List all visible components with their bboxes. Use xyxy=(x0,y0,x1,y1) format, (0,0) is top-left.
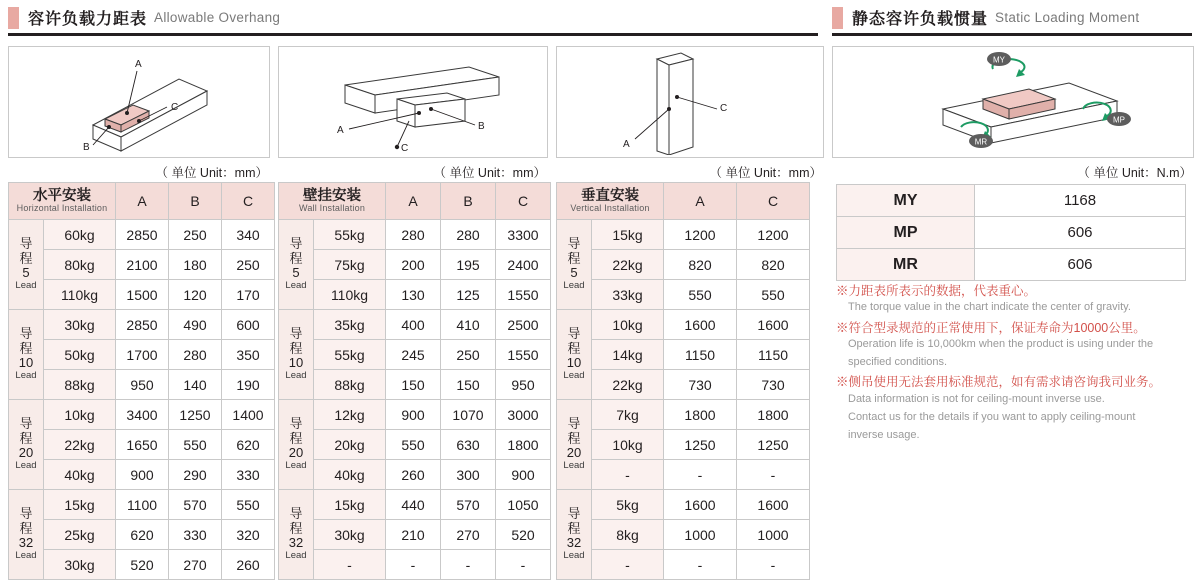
value-cell: 130 xyxy=(386,280,441,310)
section-title-en: Static Loading Moment xyxy=(995,10,1140,25)
value-cell: 250 xyxy=(222,250,275,280)
load-weight-cell: 30kg xyxy=(314,520,386,550)
value-cell: 520 xyxy=(116,550,169,580)
table-row xyxy=(557,340,810,370)
moment-value: 1168 xyxy=(975,185,1186,217)
value-cell: 250 xyxy=(169,220,222,250)
lead-group-label: 导 程 20 Lead xyxy=(557,400,592,490)
value-cell: 1600 xyxy=(664,310,737,340)
table-row xyxy=(279,520,551,550)
note-en: Operation life is 10,000km when the product is using under the xyxy=(848,337,1154,350)
table-row xyxy=(9,550,275,580)
value-cell: 1000 xyxy=(664,520,737,550)
value-cell: 2500 xyxy=(496,310,551,340)
svg-text:C: C xyxy=(171,102,179,113)
unit-label-2: （ 单位 Unit：mm） xyxy=(433,166,546,180)
load-weight-cell: 10kg xyxy=(592,430,664,460)
section-title-cn: 容许负载力距表 xyxy=(28,11,148,28)
load-weight-cell: 15kg xyxy=(314,490,386,520)
load-weight-cell: 40kg xyxy=(314,460,386,490)
load-weight-cell: 75kg xyxy=(314,250,386,280)
value-cell: 2850 xyxy=(116,310,169,340)
column-header-b: B xyxy=(169,183,222,220)
notes-block xyxy=(836,282,1196,447)
value-cell: - xyxy=(737,550,810,580)
accent-bar-icon xyxy=(8,7,19,29)
value-cell: 550 xyxy=(169,430,222,460)
value-cell: - xyxy=(496,550,551,580)
table-header-row xyxy=(557,183,810,220)
lead-group-label: 导 程 5 Lead xyxy=(9,220,44,310)
load-weight-cell: 80kg xyxy=(44,250,116,280)
value-cell: - xyxy=(664,460,737,490)
table-row xyxy=(557,520,810,550)
table-row xyxy=(279,340,551,370)
value-cell: - xyxy=(441,550,496,580)
value-cell: 1150 xyxy=(737,340,810,370)
note-cn: ※侧吊使用无法套用标准规范，如有需求请咨询我司业务。 xyxy=(836,375,1162,390)
moment-row xyxy=(837,217,1186,249)
value-cell: 490 xyxy=(169,310,222,340)
note-cn: ※力距表所表示的数据，代表重心。 xyxy=(836,284,1037,298)
load-weight-cell: 20kg xyxy=(314,430,386,460)
value-cell: 1200 xyxy=(737,220,810,250)
value-cell: 1800 xyxy=(664,400,737,430)
value-cell: 190 xyxy=(222,370,275,400)
value-cell: 730 xyxy=(664,370,737,400)
load-weight-cell: - xyxy=(592,460,664,490)
lead-group-label: 导 程 10 Lead xyxy=(557,310,592,400)
value-cell: 570 xyxy=(169,490,222,520)
column-header-a: A xyxy=(116,183,169,220)
table-row xyxy=(9,490,275,520)
load-weight-cell: 30kg xyxy=(44,550,116,580)
load-weight-cell: 55kg xyxy=(314,220,386,250)
table-row xyxy=(557,280,810,310)
value-cell: 550 xyxy=(664,280,737,310)
load-weight-cell: - xyxy=(314,550,386,580)
value-cell: 950 xyxy=(496,370,551,400)
load-weight-cell: 22kg xyxy=(592,370,664,400)
value-cell: 150 xyxy=(386,370,441,400)
load-weight-cell: 5kg xyxy=(592,490,664,520)
value-cell: 1050 xyxy=(496,490,551,520)
header-rule xyxy=(832,33,1192,36)
value-cell: 340 xyxy=(222,220,275,250)
value-cell: 3400 xyxy=(116,400,169,430)
load-weight-cell: 60kg xyxy=(44,220,116,250)
load-weight-cell: 88kg xyxy=(44,370,116,400)
value-cell: 1650 xyxy=(116,430,169,460)
load-weight-cell: 22kg xyxy=(44,430,116,460)
svg-text:A: A xyxy=(337,125,344,136)
value-cell: 320 xyxy=(222,520,275,550)
column-header-c: C xyxy=(222,183,275,220)
value-cell: 1200 xyxy=(664,220,737,250)
table-header-title: 水平安装 Horizontal Installation xyxy=(9,183,116,220)
table-row xyxy=(279,400,551,430)
unit-label-1: （ 单位 Unit：mm） xyxy=(155,166,268,180)
table-row xyxy=(557,550,810,580)
table-row xyxy=(279,430,551,460)
note-cn: ※符合型录规范的正常使用下，保证寿命为10000公里。 xyxy=(836,320,1146,335)
table-row xyxy=(279,220,551,250)
value-cell: 550 xyxy=(386,430,441,460)
lead-group-label: 导 程 32 Lead xyxy=(279,490,314,580)
table-row xyxy=(9,220,275,250)
value-cell: 330 xyxy=(169,520,222,550)
value-cell: 1600 xyxy=(737,310,810,340)
value-cell: 260 xyxy=(386,460,441,490)
svg-text:A: A xyxy=(623,139,630,150)
value-cell: 270 xyxy=(169,550,222,580)
svg-text:B: B xyxy=(478,121,485,132)
value-cell: 200 xyxy=(386,250,441,280)
moment-row xyxy=(837,249,1186,281)
table-row xyxy=(9,250,275,280)
value-cell: 300 xyxy=(441,460,496,490)
value-cell: 620 xyxy=(222,430,275,460)
value-cell: 180 xyxy=(169,250,222,280)
table-row xyxy=(279,280,551,310)
value-cell: 950 xyxy=(116,370,169,400)
load-weight-cell: 33kg xyxy=(592,280,664,310)
value-cell: 900 xyxy=(116,460,169,490)
note-en: specified conditions. xyxy=(848,356,948,369)
table-row xyxy=(557,370,810,400)
table-static-loading-moment xyxy=(836,184,1186,281)
diagram-wall xyxy=(278,46,548,158)
value-cell: 1150 xyxy=(664,340,737,370)
value-cell: 170 xyxy=(222,280,275,310)
value-cell: 1800 xyxy=(496,430,551,460)
table-header-title: 壁挂安装 Wall Installation xyxy=(279,183,386,220)
value-cell: 1800 xyxy=(737,400,810,430)
lead-group-label: 导 程 32 Lead xyxy=(557,490,592,580)
note-en: Contact us for the details if you want to apply ceiling-mount xyxy=(848,410,1136,423)
value-cell: 1600 xyxy=(664,490,737,520)
value-cell: 270 xyxy=(441,520,496,550)
value-cell: 520 xyxy=(496,520,551,550)
table-row xyxy=(557,250,810,280)
value-cell: 1000 xyxy=(737,520,810,550)
section-header-overhang xyxy=(8,6,818,36)
accent-bar-icon xyxy=(832,7,843,29)
value-cell: 400 xyxy=(386,310,441,340)
table-row xyxy=(9,460,275,490)
value-cell: 250 xyxy=(441,340,496,370)
moment-row xyxy=(837,185,1186,217)
moment-label: MR xyxy=(837,249,975,281)
load-weight-cell: 25kg xyxy=(44,520,116,550)
moment-label: MP xyxy=(837,217,975,249)
svg-text:MR: MR xyxy=(974,137,988,147)
value-cell: 195 xyxy=(441,250,496,280)
value-cell: 1500 xyxy=(116,280,169,310)
table-row xyxy=(279,250,551,280)
moment-label: MY xyxy=(837,185,975,217)
value-cell: 1250 xyxy=(169,400,222,430)
svg-text:C: C xyxy=(401,143,409,154)
column-header-b: B xyxy=(441,183,496,220)
value-cell: - xyxy=(737,460,810,490)
value-cell: 1550 xyxy=(496,280,551,310)
value-cell: 2850 xyxy=(116,220,169,250)
table-row xyxy=(279,310,551,340)
load-weight-cell: 35kg xyxy=(314,310,386,340)
table-header-row xyxy=(279,183,551,220)
value-cell: 1070 xyxy=(441,400,496,430)
table-wall-installation xyxy=(278,182,551,580)
unit-label-3: （ 单位 Unit：mm） xyxy=(709,166,822,180)
lead-group-label: 导 程 32 Lead xyxy=(9,490,44,580)
value-cell: 820 xyxy=(737,250,810,280)
value-cell: 260 xyxy=(222,550,275,580)
value-cell: 120 xyxy=(169,280,222,310)
value-cell: 620 xyxy=(116,520,169,550)
load-weight-cell: 55kg xyxy=(314,340,386,370)
value-cell: 550 xyxy=(737,280,810,310)
table-row xyxy=(9,370,275,400)
value-cell: 280 xyxy=(169,340,222,370)
value-cell: 1550 xyxy=(496,340,551,370)
load-weight-cell: 12kg xyxy=(314,400,386,430)
value-cell: 1700 xyxy=(116,340,169,370)
table-row xyxy=(279,490,551,520)
svg-text:B: B xyxy=(83,142,90,153)
column-header-a: A xyxy=(386,183,441,220)
load-weight-cell: 7kg xyxy=(592,400,664,430)
value-cell: - xyxy=(386,550,441,580)
table-row xyxy=(279,370,551,400)
section-title-cn: 静态容许负载惯量 xyxy=(852,11,989,28)
load-weight-cell: 110kg xyxy=(314,280,386,310)
lead-group-label: 导 程 20 Lead xyxy=(279,400,314,490)
moment-value: 606 xyxy=(975,217,1186,249)
column-header-c: C xyxy=(496,183,551,220)
value-cell: 410 xyxy=(441,310,496,340)
svg-text:MP: MP xyxy=(1113,115,1125,125)
load-weight-cell: 8kg xyxy=(592,520,664,550)
value-cell: 290 xyxy=(169,460,222,490)
table-row xyxy=(9,340,275,370)
value-cell: 1250 xyxy=(664,430,737,460)
load-weight-cell: 40kg xyxy=(44,460,116,490)
table-row xyxy=(557,310,810,340)
load-weight-cell: 110kg xyxy=(44,280,116,310)
diagram-horizontal xyxy=(8,46,270,158)
table-row xyxy=(557,430,810,460)
moment-value: 606 xyxy=(975,249,1186,281)
load-weight-cell: - xyxy=(592,550,664,580)
table-row xyxy=(9,430,275,460)
load-weight-cell: 14kg xyxy=(592,340,664,370)
section-title-en: Allowable Overhang xyxy=(154,10,281,25)
value-cell: 330 xyxy=(222,460,275,490)
lead-group-label: 导 程 10 Lead xyxy=(9,310,44,400)
diagram-moment xyxy=(832,46,1194,158)
value-cell: 900 xyxy=(386,400,441,430)
table-row xyxy=(557,400,810,430)
header-rule xyxy=(8,33,818,36)
value-cell: 3000 xyxy=(496,400,551,430)
unit-label-4: （ 单位 Unit：N.m） xyxy=(1077,166,1192,180)
note-en: Data information is not for ceiling-mount inverse use. xyxy=(848,392,1105,405)
value-cell: 280 xyxy=(441,220,496,250)
value-cell: 1250 xyxy=(737,430,810,460)
svg-text:C: C xyxy=(720,103,728,114)
table-header-title: 垂直安装 Vertical Installation xyxy=(557,183,664,220)
value-cell: 1400 xyxy=(222,400,275,430)
value-cell: 140 xyxy=(169,370,222,400)
value-cell: 730 xyxy=(737,370,810,400)
table-vertical-installation xyxy=(556,182,810,580)
table-row xyxy=(9,400,275,430)
table-header-row xyxy=(9,183,275,220)
load-weight-cell: 10kg xyxy=(44,400,116,430)
value-cell: 2100 xyxy=(116,250,169,280)
note-en: inverse usage. xyxy=(848,429,920,442)
load-weight-cell: 10kg xyxy=(592,310,664,340)
load-weight-cell: 15kg xyxy=(592,220,664,250)
value-cell: 600 xyxy=(222,310,275,340)
lead-group-label: 导 程 20 Lead xyxy=(9,400,44,490)
table-row xyxy=(9,520,275,550)
value-cell: 550 xyxy=(222,490,275,520)
column-header-c: C xyxy=(737,183,810,220)
table-horizontal-installation xyxy=(8,182,275,580)
table-row xyxy=(9,310,275,340)
value-cell: - xyxy=(664,550,737,580)
note-en: The torque value in the chart indicate the center of gravity. xyxy=(848,301,1131,314)
value-cell: 150 xyxy=(441,370,496,400)
value-cell: 1600 xyxy=(737,490,810,520)
load-weight-cell: 50kg xyxy=(44,340,116,370)
value-cell: 2400 xyxy=(496,250,551,280)
load-weight-cell: 22kg xyxy=(592,250,664,280)
svg-text:A: A xyxy=(135,59,142,70)
value-cell: 245 xyxy=(386,340,441,370)
value-cell: 630 xyxy=(441,430,496,460)
table-row xyxy=(557,490,810,520)
table-row xyxy=(279,550,551,580)
table-row xyxy=(9,280,275,310)
lead-group-label: 导 程 10 Lead xyxy=(279,310,314,400)
value-cell: 440 xyxy=(386,490,441,520)
value-cell: 820 xyxy=(664,250,737,280)
value-cell: 350 xyxy=(222,340,275,370)
load-weight-cell: 15kg xyxy=(44,490,116,520)
value-cell: 280 xyxy=(386,220,441,250)
svg-text:MY: MY xyxy=(993,55,1005,65)
diagram-vertical xyxy=(556,46,824,158)
load-weight-cell: 30kg xyxy=(44,310,116,340)
section-header-moment xyxy=(832,6,1192,36)
lead-group-label: 导 程 5 Lead xyxy=(557,220,592,310)
column-header-a: A xyxy=(664,183,737,220)
value-cell: 1100 xyxy=(116,490,169,520)
table-row xyxy=(557,220,810,250)
table-row xyxy=(279,460,551,490)
value-cell: 210 xyxy=(386,520,441,550)
value-cell: 125 xyxy=(441,280,496,310)
value-cell: 900 xyxy=(496,460,551,490)
load-weight-cell: 88kg xyxy=(314,370,386,400)
lead-group-label: 导 程 5 Lead xyxy=(279,220,314,310)
value-cell: 3300 xyxy=(496,220,551,250)
table-row xyxy=(557,460,810,490)
value-cell: 570 xyxy=(441,490,496,520)
